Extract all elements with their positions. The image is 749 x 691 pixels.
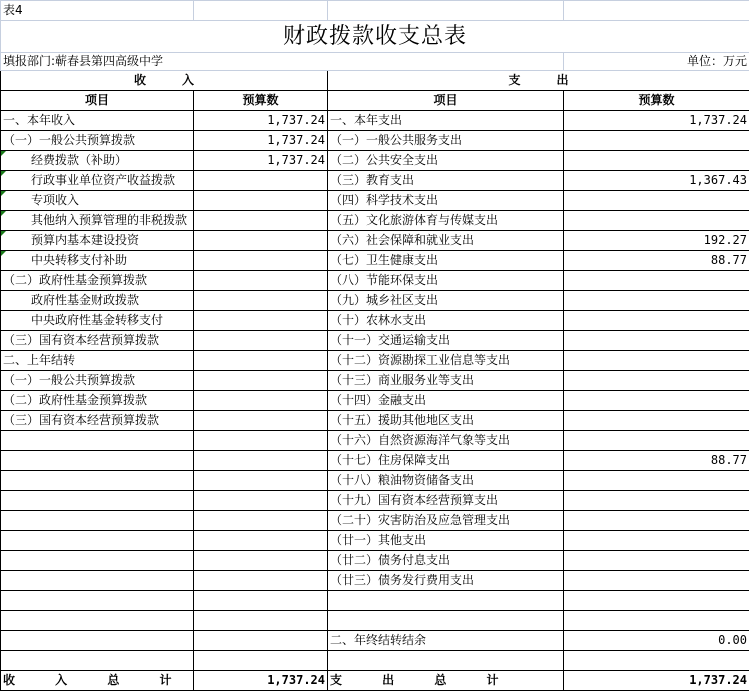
table-row <box>1 191 749 211</box>
income-item-cell[interactable] <box>1 571 194 591</box>
income-budget-cell[interactable]: 1,737.24 <box>194 111 328 131</box>
expense-budget-cell[interactable] <box>564 191 749 211</box>
expense-budget-cell[interactable] <box>564 571 749 591</box>
table-row <box>1 431 749 451</box>
expense-item-cell[interactable]: （五）文化旅游体育与传媒支出 <box>328 211 564 231</box>
expense-budget-cell[interactable] <box>564 151 749 171</box>
income-budget-cell[interactable] <box>194 551 328 571</box>
income-item-cell[interactable] <box>1 631 194 651</box>
expense-item-cell[interactable]: （七）卫生健康支出 <box>328 251 564 271</box>
income-item-cell[interactable]: （三）国有资本经营预算拨款 <box>1 411 194 431</box>
income-item-cell[interactable] <box>1 551 194 571</box>
income-budget-cell[interactable] <box>194 371 328 391</box>
table-row <box>1 571 749 591</box>
table-row <box>1 131 749 151</box>
income-item-cell[interactable]: （一）一般公共预算拨款 <box>1 371 194 391</box>
table-row <box>1 531 749 551</box>
income-budget-cell[interactable] <box>194 451 328 471</box>
income-item-cell[interactable] <box>1 451 194 471</box>
expense-total-value: 1,737.24 <box>564 671 749 691</box>
page-title: 财政拨款收支总表 <box>1 21 749 53</box>
expense-item-cell[interactable] <box>328 591 564 611</box>
table-row <box>1 211 749 231</box>
expense-budget-cell[interactable]: 0.00 <box>564 631 749 651</box>
table-row <box>1 471 749 491</box>
income-budget-cell[interactable] <box>194 411 328 431</box>
expense-item-cell[interactable]: （十一）交通运输支出 <box>328 331 564 351</box>
table-row <box>1 111 749 131</box>
expense-item-cell[interactable]: （十九）国有资本经营预算支出 <box>328 491 564 511</box>
income-budget-cell[interactable] <box>194 591 328 611</box>
expense-total-label: 支 出 总 计 <box>328 671 564 691</box>
income-budget-cell[interactable]: 1,737.24 <box>194 131 328 151</box>
expense-item-cell[interactable]: （十三）商业服务业等支出 <box>328 371 564 391</box>
income-item-cell[interactable] <box>1 431 194 451</box>
income-total-label: 收 入 总 计 <box>1 671 194 691</box>
table-row <box>1 271 749 291</box>
income-budget-cell[interactable] <box>194 511 328 531</box>
expense-budget-cell[interactable]: 192.27 <box>564 231 749 251</box>
expense-budget-cell[interactable] <box>564 611 749 631</box>
income-item-cell[interactable]: 经费拨款（补助） <box>1 151 194 171</box>
expense-budget-cell[interactable] <box>564 511 749 531</box>
income-total-value: 1,737.24 <box>194 671 328 691</box>
expense-item-cell[interactable]: （二）公共安全支出 <box>328 151 564 171</box>
expense-budget-cell[interactable] <box>564 371 749 391</box>
expense-item-cell[interactable]: （六）社会保障和就业支出 <box>328 231 564 251</box>
expense-budget-cell[interactable] <box>564 431 749 451</box>
income-budget-cell[interactable] <box>194 231 328 251</box>
income-budget-cell[interactable] <box>194 631 328 651</box>
income-item-cell[interactable]: 中央政府性基金转移支付 <box>1 311 194 331</box>
income-budget-header: 预算数 <box>194 91 328 111</box>
expense-item-cell[interactable] <box>328 611 564 631</box>
totals-row <box>1 671 749 691</box>
income-item-cell[interactable]: （三）国有资本经营预算拨款 <box>1 331 194 351</box>
income-item-cell[interactable]: 一、本年收入 <box>1 111 194 131</box>
income-budget-cell[interactable]: 1,737.24 <box>194 151 328 171</box>
expense-item-cell[interactable]: （廿三）债务发行费用支出 <box>328 571 564 591</box>
income-budget-cell[interactable] <box>194 271 328 291</box>
income-item-cell[interactable]: （一）一般公共预算拨款 <box>1 131 194 151</box>
table-row <box>1 331 749 351</box>
expense-budget-cell[interactable] <box>564 291 749 311</box>
expense-budget-cell[interactable]: 88.77 <box>564 451 749 471</box>
expense-budget-cell[interactable] <box>564 651 749 671</box>
table-row <box>1 611 749 631</box>
income-item-cell[interactable] <box>1 471 194 491</box>
expense-item-cell[interactable]: 一、本年支出 <box>328 111 564 131</box>
expense-budget-cell[interactable] <box>564 331 749 351</box>
expense-budget-cell[interactable] <box>564 531 749 551</box>
unit-label: 单位：万元 <box>564 53 749 71</box>
expense-budget-cell[interactable] <box>564 391 749 411</box>
income-item-cell[interactable] <box>1 591 194 611</box>
expense-item-cell[interactable]: （二十）灾害防治及应急管理支出 <box>328 511 564 531</box>
expense-header: 支 出 <box>328 71 749 91</box>
table-row <box>1 391 749 411</box>
income-budget-cell[interactable] <box>194 351 328 371</box>
expense-item-header: 项目 <box>328 91 564 111</box>
department-label: 填报部门:蕲春县第四高级中学 <box>1 53 564 71</box>
expense-budget-cell[interactable] <box>564 551 749 571</box>
income-header: 收 入 <box>1 71 328 91</box>
income-budget-cell[interactable] <box>194 191 328 211</box>
income-budget-cell[interactable] <box>194 431 328 451</box>
income-item-cell[interactable] <box>1 651 194 671</box>
table-row <box>1 551 749 571</box>
expense-item-cell[interactable] <box>328 651 564 671</box>
table-row <box>1 631 749 651</box>
income-budget-cell[interactable] <box>194 471 328 491</box>
income-budget-cell[interactable] <box>194 611 328 631</box>
table-row <box>1 591 749 611</box>
expense-item-cell[interactable]: （十四）金融支出 <box>328 391 564 411</box>
income-budget-cell[interactable] <box>194 331 328 351</box>
expense-budget-cell[interactable] <box>564 591 749 611</box>
income-budget-cell[interactable] <box>194 211 328 231</box>
income-item-cell[interactable] <box>1 511 194 531</box>
expense-budget-cell[interactable]: 88.77 <box>564 251 749 271</box>
expense-item-cell[interactable]: （九）城乡社区支出 <box>328 291 564 311</box>
table-row <box>1 491 749 511</box>
table-row <box>1 511 749 531</box>
expense-budget-header: 预算数 <box>564 91 749 111</box>
table-number: 表4 <box>1 1 194 21</box>
expense-budget-cell[interactable] <box>564 271 749 291</box>
income-budget-cell[interactable] <box>194 251 328 271</box>
table-row <box>1 651 749 671</box>
table-row <box>1 291 749 311</box>
expense-item-cell[interactable]: （廿二）债务付息支出 <box>328 551 564 571</box>
table-row <box>1 351 749 371</box>
income-item-cell[interactable]: 专项收入 <box>1 191 194 211</box>
income-budget-cell[interactable] <box>194 291 328 311</box>
income-budget-cell[interactable] <box>194 571 328 591</box>
table-row <box>1 311 749 331</box>
expense-item-cell[interactable]: （三）教育支出 <box>328 171 564 191</box>
expense-item-cell[interactable]: （十七）住房保障支出 <box>328 451 564 471</box>
table-row <box>1 231 749 251</box>
table-row <box>1 171 749 191</box>
expense-item-cell[interactable]: （廿一）其他支出 <box>328 531 564 551</box>
expense-budget-cell[interactable] <box>564 471 749 491</box>
expense-budget-cell[interactable]: 1,737.24 <box>564 111 749 131</box>
income-item-cell[interactable]: 二、上年结转 <box>1 351 194 371</box>
income-budget-cell[interactable] <box>194 171 328 191</box>
income-budget-cell[interactable] <box>194 491 328 511</box>
expense-budget-cell[interactable] <box>564 411 749 431</box>
expense-budget-cell[interactable] <box>564 131 749 151</box>
income-item-cell[interactable]: （二）政府性基金预算拨款 <box>1 391 194 411</box>
expense-item-cell[interactable]: 二、年终结转结余 <box>328 631 564 651</box>
table-row <box>1 411 749 431</box>
table-row <box>1 371 749 391</box>
table-row <box>1 451 749 471</box>
income-budget-cell[interactable] <box>194 651 328 671</box>
income-budget-cell[interactable] <box>194 311 328 331</box>
expense-item-cell[interactable]: （四）科学技术支出 <box>328 191 564 211</box>
expense-item-cell[interactable]: （十）农林水支出 <box>328 311 564 331</box>
income-item-cell[interactable]: 预算内基本建设投资 <box>1 231 194 251</box>
income-item-cell[interactable]: 行政事业单位资产收益拨款 <box>1 171 194 191</box>
income-item-cell[interactable]: 中央转移支付补助 <box>1 251 194 271</box>
table-row <box>1 151 749 171</box>
expense-item-cell[interactable]: （十六）自然资源海洋气象等支出 <box>328 431 564 451</box>
table-row <box>1 251 749 271</box>
income-item-cell[interactable] <box>1 611 194 631</box>
expense-item-cell[interactable]: （十五）援助其他地区支出 <box>328 411 564 431</box>
income-item-cell[interactable]: 其他纳入预算管理的非税拨款 <box>1 211 194 231</box>
expense-item-cell[interactable]: （十八）粮油物资储备支出 <box>328 471 564 491</box>
income-budget-cell[interactable] <box>194 391 328 411</box>
income-budget-cell[interactable] <box>194 531 328 551</box>
income-item-cell[interactable] <box>1 491 194 511</box>
expense-budget-cell[interactable] <box>564 351 749 371</box>
expense-item-cell[interactable]: （十二）资源勘探工业信息等支出 <box>328 351 564 371</box>
expense-budget-cell[interactable] <box>564 491 749 511</box>
expense-item-cell[interactable]: （一）一般公共服务支出 <box>328 131 564 151</box>
income-item-cell[interactable]: 政府性基金财政拨款 <box>1 291 194 311</box>
expense-item-cell[interactable]: （八）节能环保支出 <box>328 271 564 291</box>
expense-budget-cell[interactable] <box>564 211 749 231</box>
income-item-cell[interactable]: （二）政府性基金预算拨款 <box>1 271 194 291</box>
income-item-header: 项目 <box>1 91 194 111</box>
expense-budget-cell[interactable] <box>564 311 749 331</box>
income-item-cell[interactable] <box>1 531 194 551</box>
expense-budget-cell[interactable]: 1,367.43 <box>564 171 749 191</box>
